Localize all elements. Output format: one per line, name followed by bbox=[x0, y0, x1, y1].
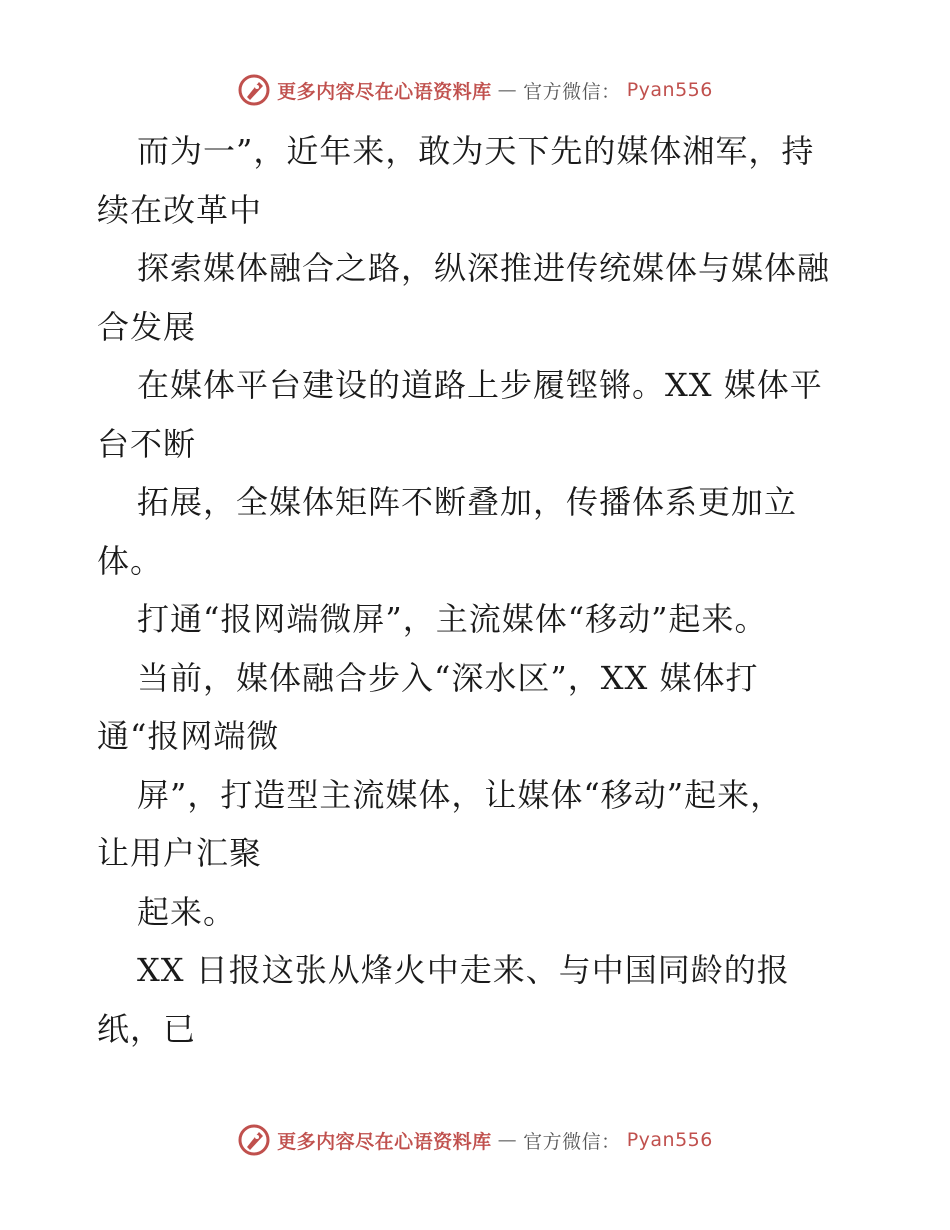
watermark-official-label: 官方微信： bbox=[523, 80, 621, 103]
text-line: 通“报网端微 bbox=[97, 717, 280, 755]
text-line: 台不断 bbox=[97, 424, 197, 463]
text-line: 在媒体平台建设的道路上步履铿锵。XX 媒体平 bbox=[137, 366, 823, 404]
text-line: 纸，已 bbox=[97, 1009, 197, 1048]
text-line: 续在改革中 bbox=[97, 190, 263, 229]
text-line: 让用户汇聚 bbox=[97, 834, 263, 872]
document-body bbox=[97, 122, 857, 1058]
text-line: 合发展 bbox=[97, 307, 197, 346]
text-line: 拓展，全媒体矩阵不断叠加，传播体系更加立 bbox=[137, 483, 798, 521]
watermark-separator: — bbox=[497, 1129, 518, 1151]
header-watermark bbox=[0, 70, 950, 110]
pen-nib-logo-icon bbox=[237, 1123, 271, 1157]
text-line: 起来。 bbox=[137, 892, 237, 931]
text-line: 当前，媒体融合步入“深水区”，XX 媒体打 bbox=[137, 658, 759, 697]
footer-watermark bbox=[0, 1120, 950, 1160]
watermark-separator: — bbox=[497, 79, 518, 101]
pen-nib-logo-icon bbox=[237, 73, 271, 107]
watermark-official-label: 官方微信： bbox=[523, 1130, 621, 1153]
watermark-main-text: 更多内容尽在心语资料库 bbox=[277, 1130, 492, 1153]
text-line: 打通“报网端微屏”，主流媒体“移动”起来。 bbox=[137, 600, 768, 638]
watermark-main-text: 更多内容尽在心语资料库 bbox=[277, 80, 492, 103]
text-line: 体。 bbox=[97, 541, 164, 580]
watermark-account: Pyan556 bbox=[626, 1129, 713, 1151]
text-line: 屏”，打造型主流媒体，让媒体“移动”起来， bbox=[137, 775, 784, 814]
watermark-account: Pyan556 bbox=[626, 79, 713, 101]
text-line: 探索媒体融合之路，纵深推进传统媒体与媒体融 bbox=[137, 249, 831, 287]
text-line: XX 日报这张从烽火中走来、与中国同龄的报 bbox=[137, 951, 790, 989]
text-line: 而为一”，近年来，敢为天下先的媒体湘军，持 bbox=[137, 132, 815, 170]
